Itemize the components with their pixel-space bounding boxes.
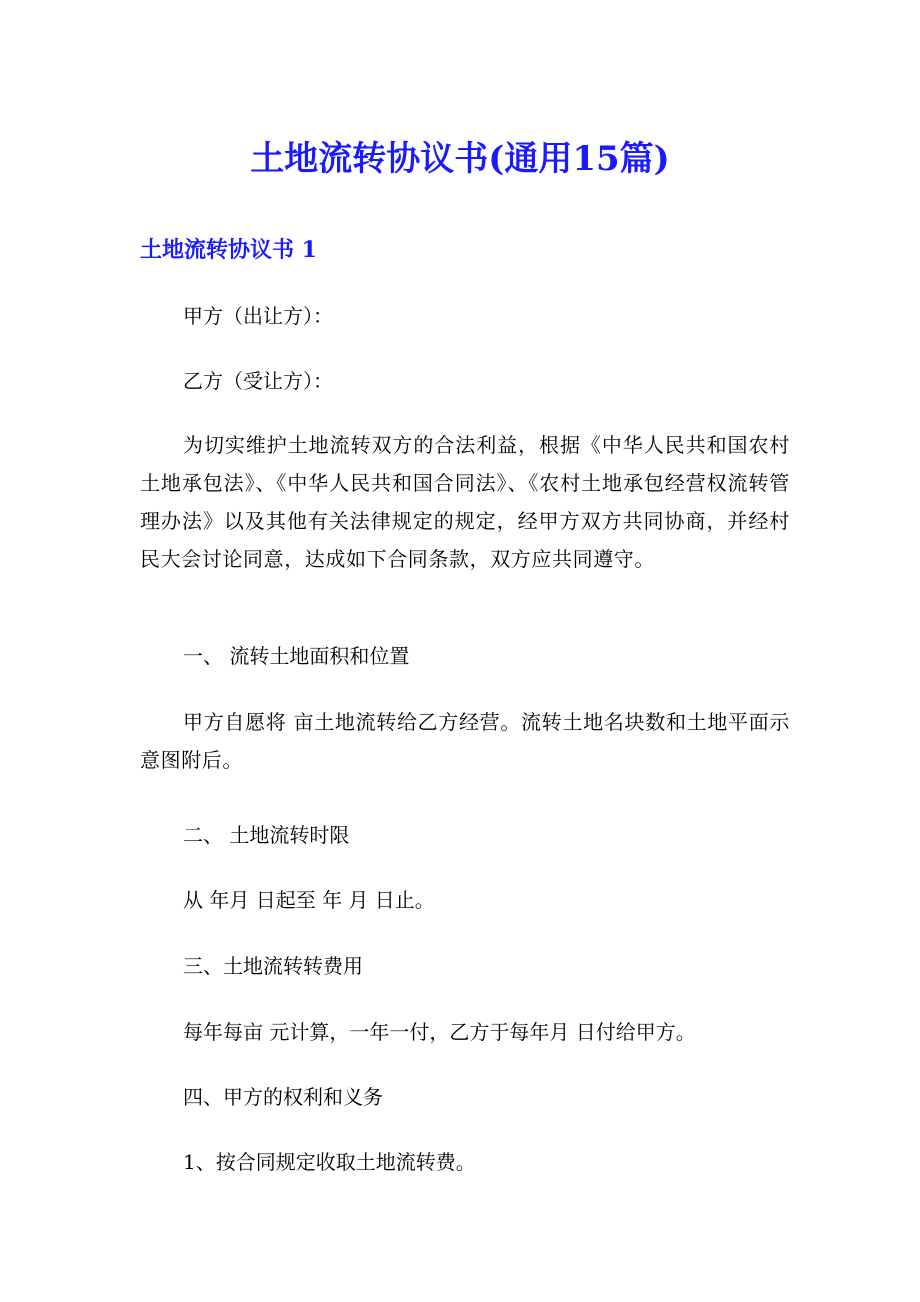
clause-2-heading: 二、 土地流转时限 [183, 823, 350, 847]
clause-2-body: 从 年月 日起至 年 月 日止。 [183, 888, 435, 912]
clause-3-heading: 三、土地流转转费用 [183, 954, 363, 978]
section-heading: 土地流转协议书 1 [140, 237, 317, 263]
party-a-line: 甲方（出让方）： [183, 304, 333, 328]
preamble-paragraph: 为切实维护土地流转双方的合法利益，根据《中华人民共和国农村土地承包法》、《中华人民共和国合同法》、《农村土地承包经营权流转管理办法》以及其他有关法律规定的规定，经甲方双方共同协商，并经村民大会讨论同意，达成如下合同条款，双方应共同遵守。 [140, 433, 790, 571]
party-b-line: 乙方（受让方）： [183, 369, 333, 393]
clause-1-heading: 一、 流转土地面积和位置 [183, 644, 410, 668]
clause-4-item-1: 1、按合同规定收取土地流转费。 [183, 1150, 476, 1174]
clause-4-heading: 四、甲方的权利和义务 [183, 1085, 383, 1109]
clause-1-body: 甲方自愿将 亩土地流转给乙方经营。流转土地名块数和土地平面示意图附后。 [140, 710, 790, 772]
clause-3-body: 每年每亩 元计算，一年一付，乙方于每年月 日付给甲方。 [183, 1020, 696, 1044]
document-title: 土地流转协议书(通用15篇) [250, 139, 670, 179]
